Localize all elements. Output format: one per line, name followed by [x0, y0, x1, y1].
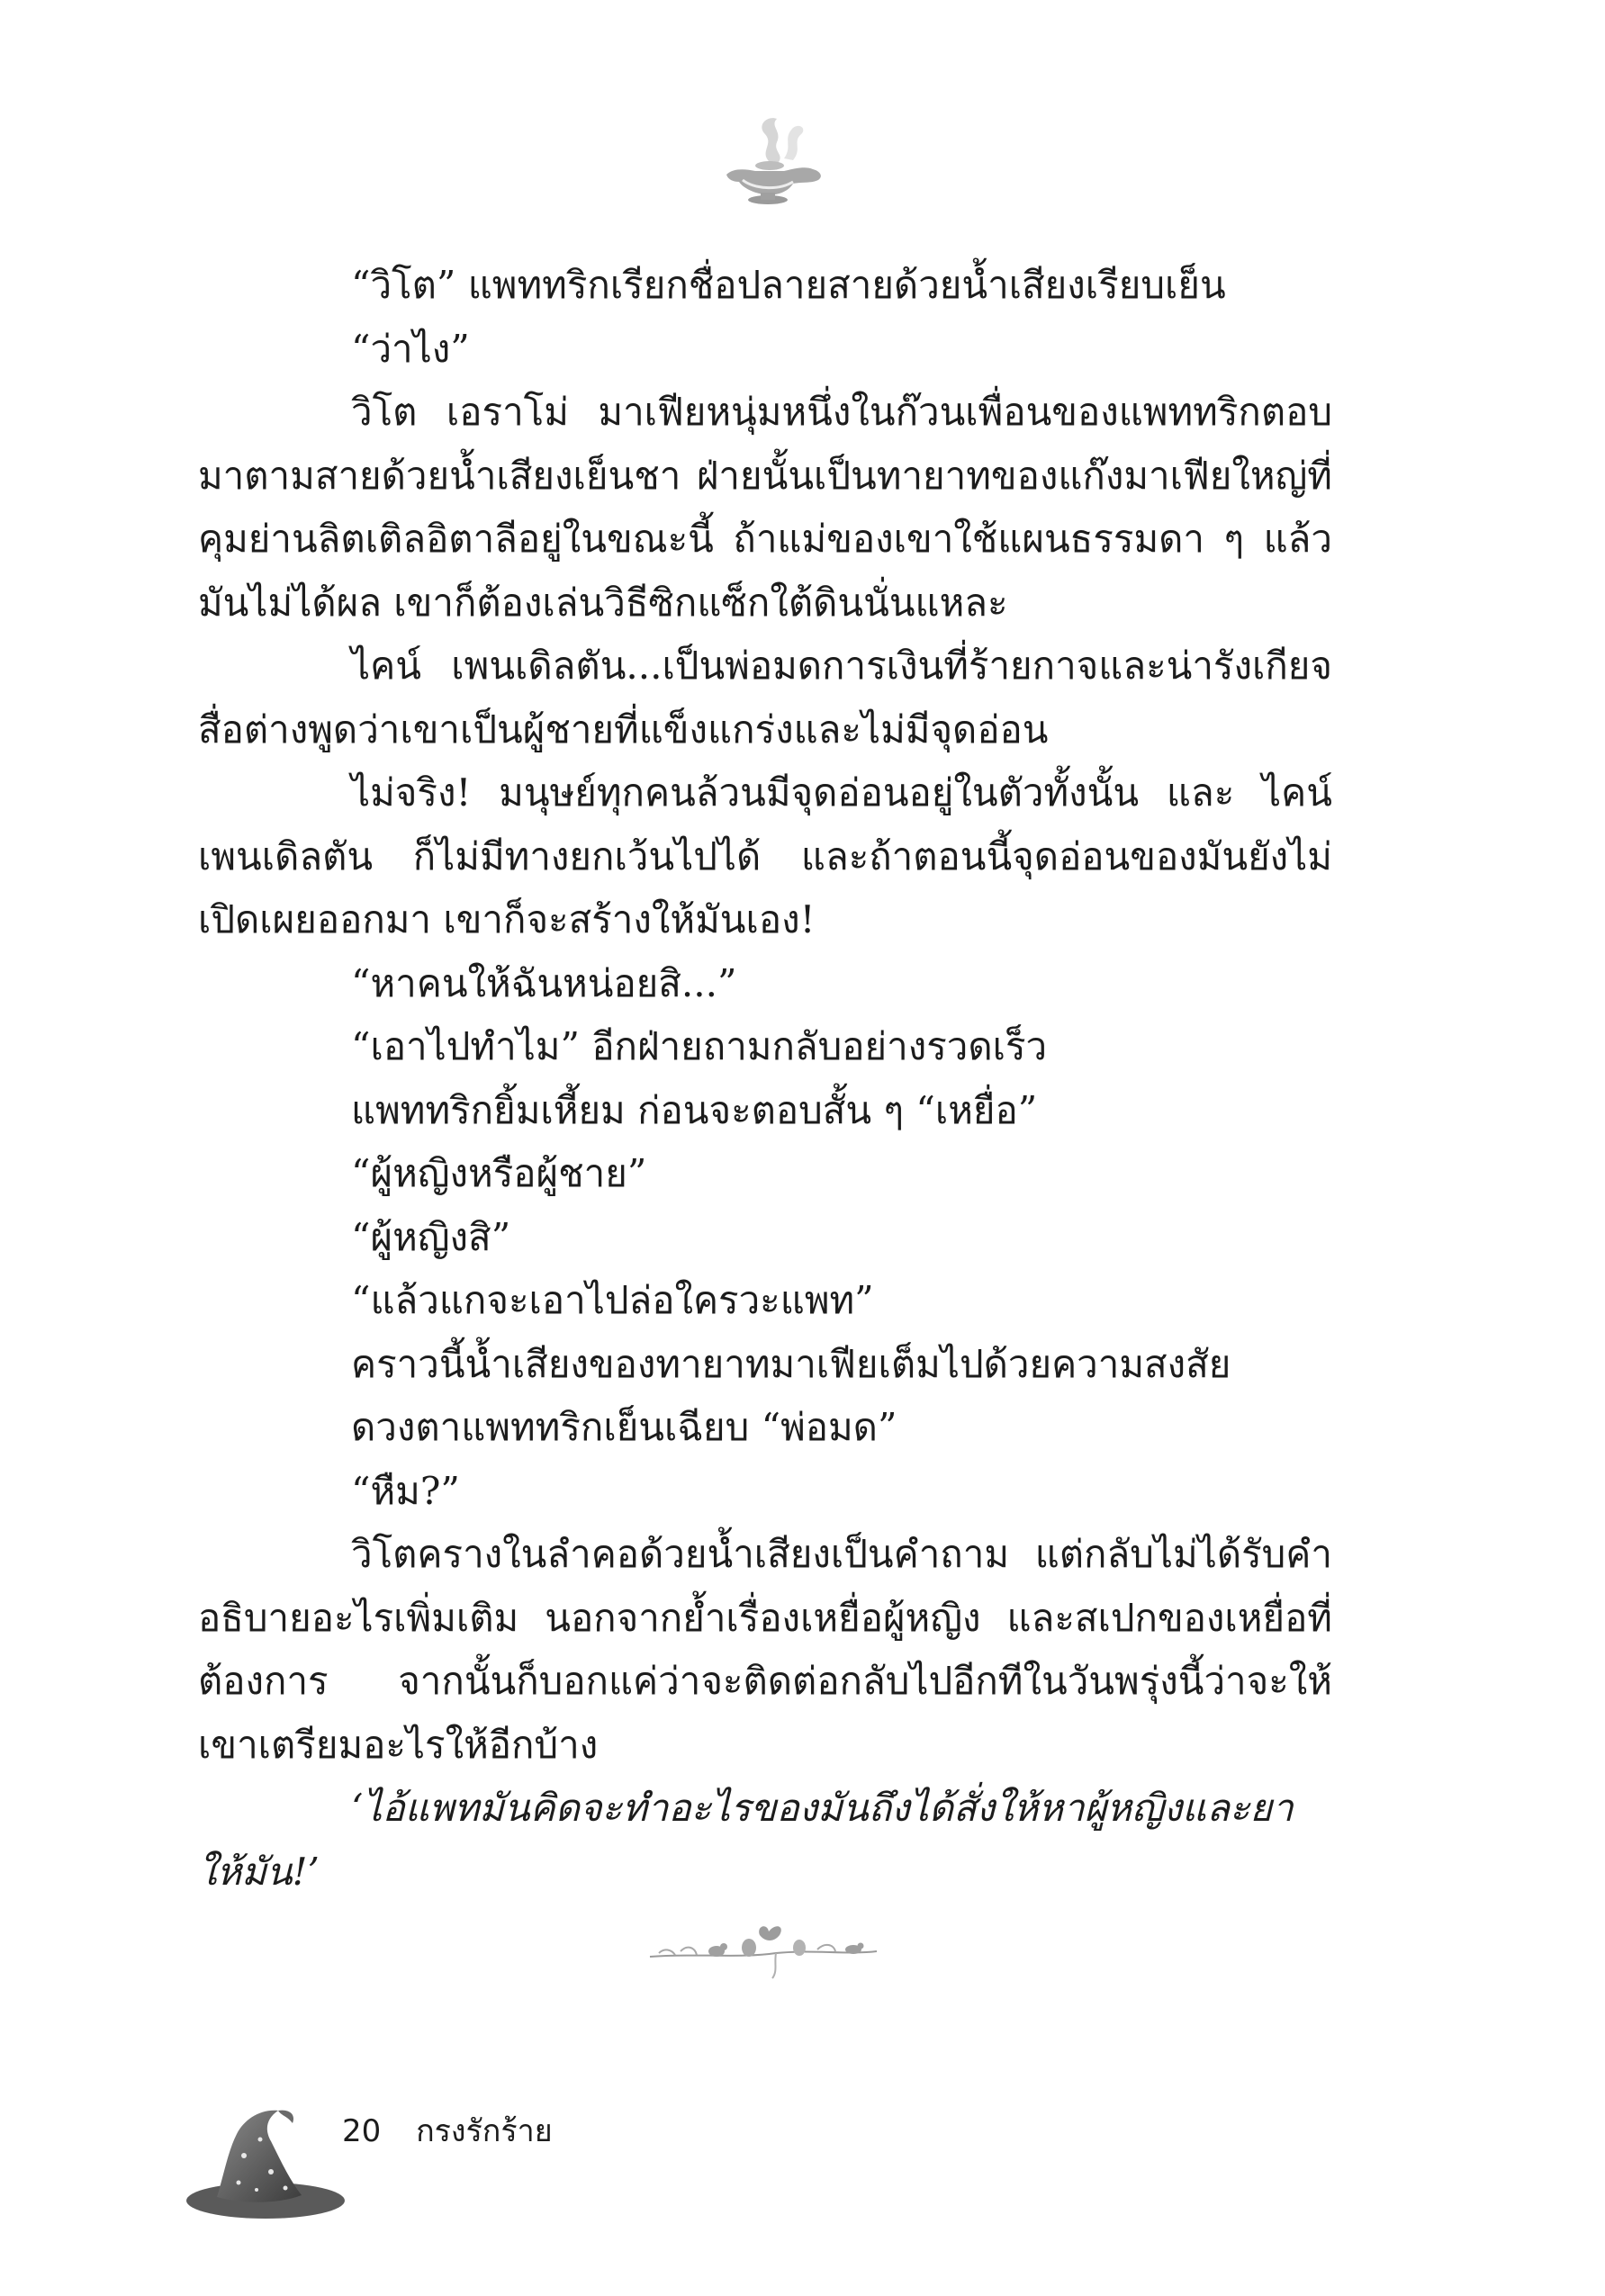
birds-on-branch-icon	[641, 1917, 884, 1980]
paragraph-5: ไม่จริง! มนุษย์ทุกคนล้วนมีจุดอ่อนอยู่ในตัวทั้งนั้น และ ไคน์ เพนเดิลตัน ก็ไม่มีทางยกเว้นไปได้ และถ้าตอนนี้จุดอ่อนของมันยังไม่เปิดเผยออกมา เขาก็จะสร้างให้มันเอง!	[198, 770, 1332, 941]
page-number: 20	[342, 2113, 382, 2149]
story-text	[198, 254, 1332, 1904]
paragraph-9: “ผู้หญิงหรือผู้ชาย”	[351, 1151, 647, 1195]
wizard-hat-icon	[185, 2093, 351, 2228]
paragraph-10: “ผู้หญิงสิ”	[351, 1214, 511, 1259]
paragraph-13: ดวงตาแพททริกเย็นเฉียบ “พ่อมด”	[351, 1405, 897, 1449]
paragraph-2: “ว่าไง”	[351, 326, 470, 371]
paragraph-12: คราวนี้น้ำเสียงของทายาทมาเฟียเต็มไปด้วยความสงสัย	[351, 1341, 1231, 1386]
paragraph-7: “เอาไปทำไม” อีกฝ่ายถามกลับอย่างรวดเร็ว	[351, 1024, 1048, 1068]
paragraph-14: “หืม?”	[351, 1468, 460, 1513]
paragraph-6: “หาคนให้ฉันหน่อยสิ...”	[351, 960, 737, 1005]
magic-lamp-icon	[707, 106, 833, 214]
paragraph-16-thought: ‘ไอ้แพทมันคิดจะทำอะไรของมันถึงได้สั่งให้หาผู้หญิงและยาให้มัน!’	[198, 1786, 1294, 1894]
paragraph-3: วิโต เอราโม่ มาเฟียหนุ่มหนึ่งในก๊วนเพื่อนของแพททริกตอบมาตามสายด้วยน้ำเสียงเย็นชา ฝ่ายนั้นเป็นทายาทของแก๊งมาเฟียใหญ่ที่คุมย่านลิตเติลอิตาลีอยู่ในขณะนี้ ถ้าแม่ของเขาใช้แผนธรรมดา ๆ แล้วมันไม่ได้ผล เขาก็ต้องเล่นวิธีซิกแซ็กใต้ดินนั่นแหละ	[198, 390, 1332, 625]
paragraph-8: แพททริกยิ้มเหี้ยม ก่อนจะตอบสั้น ๆ “เหยื่อ”	[351, 1087, 1038, 1132]
paragraph-15: วิโตครางในลำคอด้วยน้ำเสียงเป็นคำถาม แต่กลับไม่ได้รับคำอธิบายอะไรเพิ่มเติม นอกจากย้ำเรื่องเหยื่อผู้หญิง และสเปกของเหยื่อที่ต้องการ จากนั้นก็บอกแค่ว่าจะติดต่อกลับไปอีกทีในวันพรุ่งนี้ว่าจะให้เขาเตรียมอะไรให้อีกบ้าง	[198, 1532, 1332, 1767]
page-footer	[342, 2106, 553, 2155]
paragraph-1: “วิโต” แพททริกเรียกชื่อปลายสายด้วยน้ำเสียงเรียบเย็น	[351, 263, 1226, 307]
paragraph-11: “แล้วแกจะเอาไปล่อใครวะแพท”	[351, 1278, 874, 1322]
paragraph-4: ไคน์ เพนเดิลตัน...เป็นพ่อมดการเงินที่ร้ายกาจและน่ารังเกียจ สื่อต่างพูดว่าเขาเป็นผู้ชายที่แข็งแกร่งและไม่มีจุดอ่อน	[198, 644, 1332, 752]
book-title: กรงรักร้าย	[416, 2113, 553, 2149]
